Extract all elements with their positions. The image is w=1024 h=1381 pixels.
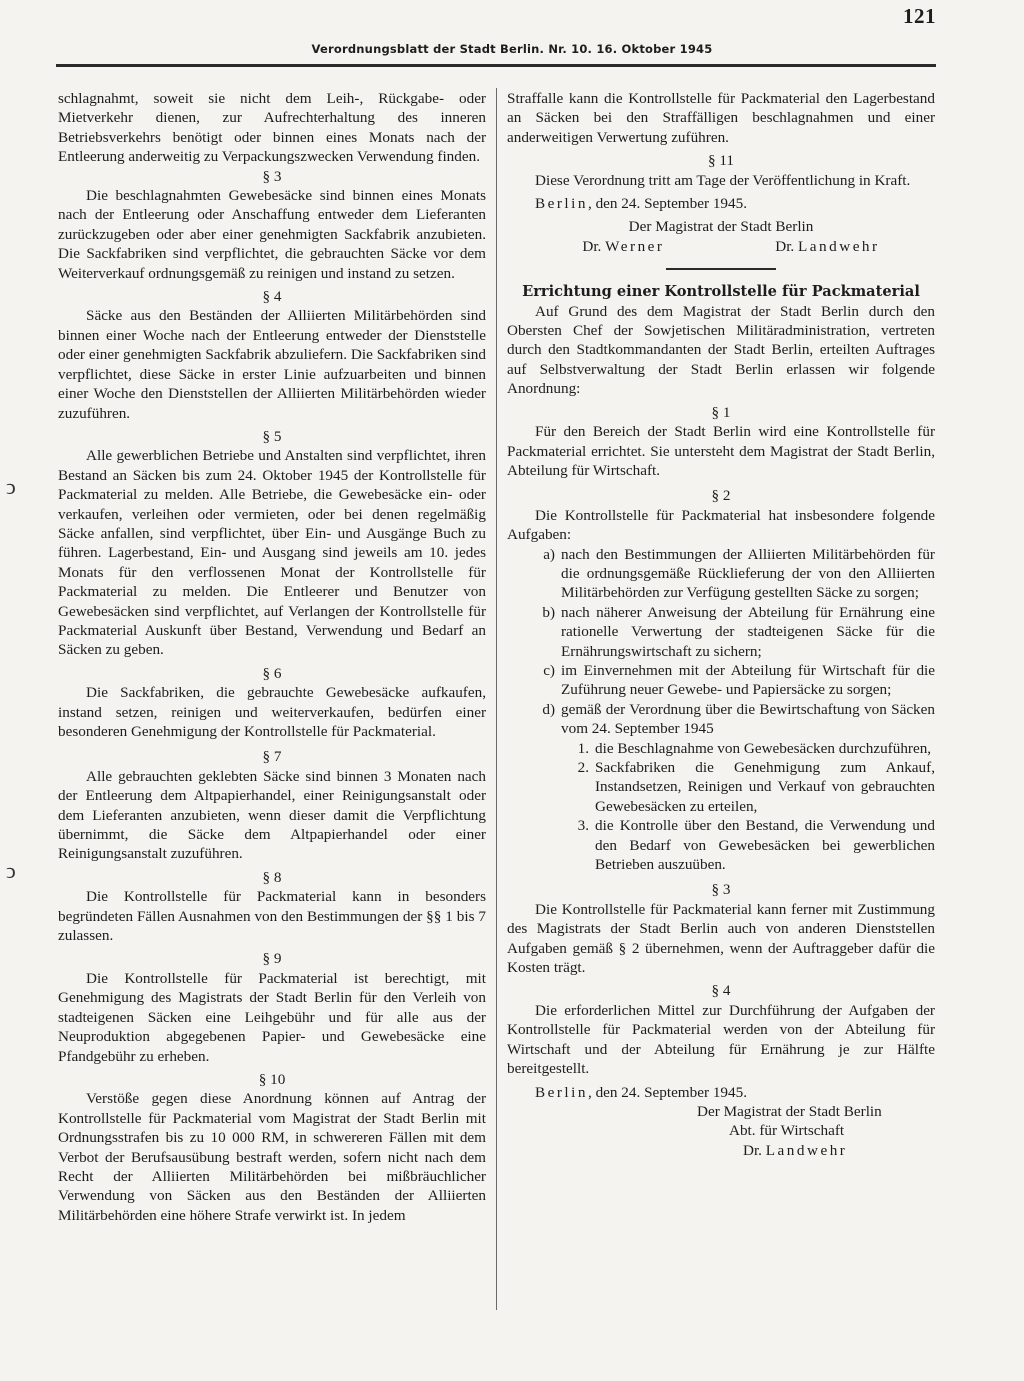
- paragraph: Die erforderlichen Mittel zur Durchführung der Aufgaben der Kontrollstelle für Packmaterial werden von der Abteilung für Wirtschaft und der Abteilung für Ernährung je zur Hälfte bereitgestellt.: [507, 1001, 935, 1078]
- paragraph: Die Kontrollstelle für Packmaterial kann in besonders begründeten Fällen Ausnahmen von den Bestimmungen der §§ 1 bis 7 zulassen.: [58, 888, 486, 945]
- date-text: , den 24. September 1945.: [587, 195, 747, 213]
- sub-list-item: 3. die Kontrolle über den Bestand, die Verwendung und den Bedarf von Gewebesäcken bei gewerblichen Betrieben auszuüben.: [577, 817, 935, 874]
- paragraph: Die beschlagnahmten Gewebesäcke sind binnen eines Monats nach der Entleerung oder Anschaffung entweder dem Lieferanten zurückzugeben oder aber einer genehmigten Sackfabrik anzubieten. Die Sackfabriken sind verpflichtet, die gebrauchten Säcke vor dem Weiterverkauf ordnungsgemäß zu reinigen und instand zu setzen.: [58, 187, 486, 282]
- section-heading: § 2: [711, 487, 731, 505]
- right-column: [507, 89, 935, 1160]
- list-item: d) gemäß der Verordnung über die Bewirtschaftung von Säcken vom 24. September 1945: [542, 700, 935, 738]
- section-heading: § 10: [258, 1070, 286, 1088]
- section-heading: § 11: [707, 152, 734, 170]
- running-header: Verordnungsblatt der Stadt Berlin. Nr. 10. 16. Oktober 1945: [311, 42, 713, 56]
- paragraph: Säcke aus den Beständen der Alliierten Militärbehörden sind binnen einer Woche nach der Entleerung entweder der Dienststelle oder einer genehmigten Sackfabrik abzuliefern. Die Sackfabriken sind verpflichtet, diese Säcke in erster Linie aufzuarbeiten und binnen einer Woche den Dienststellen der Alliierten Militärbehörden wieder zuzuführen.: [58, 307, 486, 422]
- section-heading: § 3: [262, 167, 282, 185]
- paragraph: Die Kontrollstelle für Packmaterial ist berechtigt, mit Genehmigung des Magistrats der Stadt Berlin für den Verleih von stadteigenen Säcken eine Leihgebühr und für alle aus der Neuproduktion abgegebenen Papier- und Gewebesäcke eine Pfandgebühr zu erheben.: [58, 969, 486, 1065]
- paragraph: Die Kontrollstelle für Packmaterial kann ferner mit Zustimmung des Magistrats der Stadt Berlin auch von anderen Dienststellen Aufgaben gemäß § 2 übernehmen, wenn der Auftraggeber dafür die Kosten trägt.: [507, 900, 935, 977]
- signer: Der Magistrat der Stadt Berlin: [628, 218, 814, 236]
- left-column: [58, 89, 486, 1225]
- paragraph: Die Sackfabriken, die gebrauchte Gewebesäcke aufkaufen, instand setzen, reinigen und weiterverkaufen, bedürfen einer besonderen Genehmigung der Kontrollstelle für Packmaterial.: [58, 684, 486, 740]
- list-item: c) im Einvernehmen mit der Abteilung für Wirtschaft für die Zuführung neuer Gewebe- und Papiersäcke zu sorgen;: [543, 661, 935, 699]
- section-rule: [666, 268, 776, 270]
- signer-department: Abt. für Wirtschaft: [729, 1122, 845, 1140]
- section-heading: § 6: [262, 664, 282, 682]
- place-date: [507, 194, 935, 213]
- signature: Dr. Landwehr: [775, 237, 880, 255]
- place-word: Berlin: [535, 195, 588, 213]
- signature: Dr. Werner: [582, 237, 665, 255]
- paragraph: Diese Verordnung tritt am Tage der Veröffentlichung in Kraft.: [535, 171, 911, 189]
- column-divider: [496, 88, 497, 1310]
- list-item: a) nach den Bestimmungen der Alliierten Militärbehörden für die ordnungsgemäße Rücklieferung der von den Alliierten Militärbehörden zur Verfügung gestellten Säcke zu sorgen;: [543, 545, 935, 602]
- margin-mark: ↄ: [6, 474, 16, 499]
- paragraph: Straffalle kann die Kontrollstelle für Packmaterial den Lagerbestand an Säcken bei den Straffälligen beschlagnahmen und einer anderweitigen Verwertung zuführen.: [507, 90, 935, 146]
- section-heading: § 9: [262, 950, 282, 968]
- paragraph: Alle gewerblichen Betriebe und Anstalten sind verpflichtet, ihren Bestand an Säcken bis zum 24. Oktober 1945 der Kontrollstelle für Packmaterial zu melden. Alle Betriebe, die Gewebesäcke ein- oder verkaufen, verleihen oder vermieten, oder bei denen regelmäßig Säcke anfallen, sind verpflichtet, über Ein- und Ausgänge Buch zu führen. Lagerbestand, Ein- und Ausgang sind jeweils am 10. jedes Monats für den verflossenen Monat der Kontrollstelle für Packmaterial zu melden. Die Entleerer und Benutzer von Gewebesäcken sind verpflichtet, auf Verlangen der Kontrollstelle für Packmaterial Auskunft über Bestand, Verwendung und Bedarf an Säcken zu geben.: [58, 447, 486, 659]
- signature: Dr. Landwehr: [743, 1141, 848, 1159]
- paragraph: Für den Bereich der Stadt Berlin wird eine Kontrollstelle für Packmaterial errichtet. Sie untersteht dem Magistrat der Stadt Berlin, Abteilung für Wirtschaft.: [507, 423, 935, 479]
- paragraph: Verstöße gegen diese Anordnung können auf Antrag der Kontrollstelle für Packmaterial vom Magistrat der Stadt Berlin mit Ordnungsstrafen bis zu 10 000 RM, in schwereren Fällen mit dem Verbot der Berufsausübung bestraft werden, sofern nicht nach dem Recht der Alliierten Militärbehörden bei mißbräuchlicher Verwendung von Säcken aus den Beständen der Alliierten Militärbehörden eine höhere Strafe verwirkt ist. In jedem: [58, 1090, 486, 1224]
- section-heading: § 5: [262, 427, 282, 445]
- sub-list-item: 2. Sackfabriken die Genehmigung zum Ankauf, Instandsetzen, Reinigen und Verkauf von gebrauchten Gewebesäcken zu erteilen,: [577, 759, 935, 815]
- place-word: Berlin: [535, 1083, 588, 1101]
- paragraph: Alle gebrauchten geklebten Säcke sind binnen 3 Monaten nach der Entleerung dem Altpapierhandel, einer Reinigungsanstalt oder dem Lieferanten anzubieten, wenn dieser damit die Verpflichtung übernimmt, die Säcke dem Altpapierhandel oder einer Reinigungsanstalt zuzuführen.: [58, 767, 486, 863]
- paragraph: Auf Grund des dem Magistrat der Stadt Berlin durch den Obersten Chef der Sowjetischen Militäradministration, vertreten durch den Stadtkommandanten der Stadt Berlin, erteilten Auftrages auf Selbstverwaltung der Stadt Berlin erlassen wir folgende Anordnung:: [507, 302, 935, 398]
- place-date: [507, 1083, 935, 1102]
- list-item: b) nach näherer Anweisung der Abteilung für Ernährung eine rationelle Verwertung der stadteigenen Säcke für die Ernährungswirtschaft zu sichern;: [542, 603, 935, 660]
- section-heading: § 7: [262, 748, 282, 766]
- signatures: [507, 237, 935, 256]
- section-heading: § 3: [711, 881, 731, 899]
- section-heading: § 8: [262, 868, 282, 886]
- paragraph: schlagnahmt, soweit sie nicht dem Leih-, Rückgabe- oder Mietverkehr dienen, zur Aufrechterhaltung des inneren Betriebsverkehrs benötigt oder binnen eines Monats nach der Entleerung anderweitig zu Verpackungszwecken Verwendung finden.: [58, 90, 486, 166]
- header-rule: [56, 64, 936, 67]
- section-heading: § 4: [711, 982, 731, 1000]
- date-text: , den 24. September 1945.: [587, 1083, 747, 1101]
- section-heading: § 1: [711, 403, 731, 421]
- ordinance-title: Errichtung einer Kontrollstelle für Packmaterial: [522, 283, 920, 301]
- signer: Der Magistrat der Stadt Berlin: [697, 1102, 882, 1120]
- margin-mark: ↄ: [6, 858, 16, 883]
- sub-list-item: 1. die Beschlagnahme von Gewebesäcken durchzuführen,: [577, 739, 932, 757]
- page-number: 121: [903, 4, 936, 28]
- paragraph: Die Kontrollstelle für Packmaterial hat insbesondere folgende Aufgaben:: [507, 506, 935, 544]
- section-heading: § 4: [262, 288, 282, 306]
